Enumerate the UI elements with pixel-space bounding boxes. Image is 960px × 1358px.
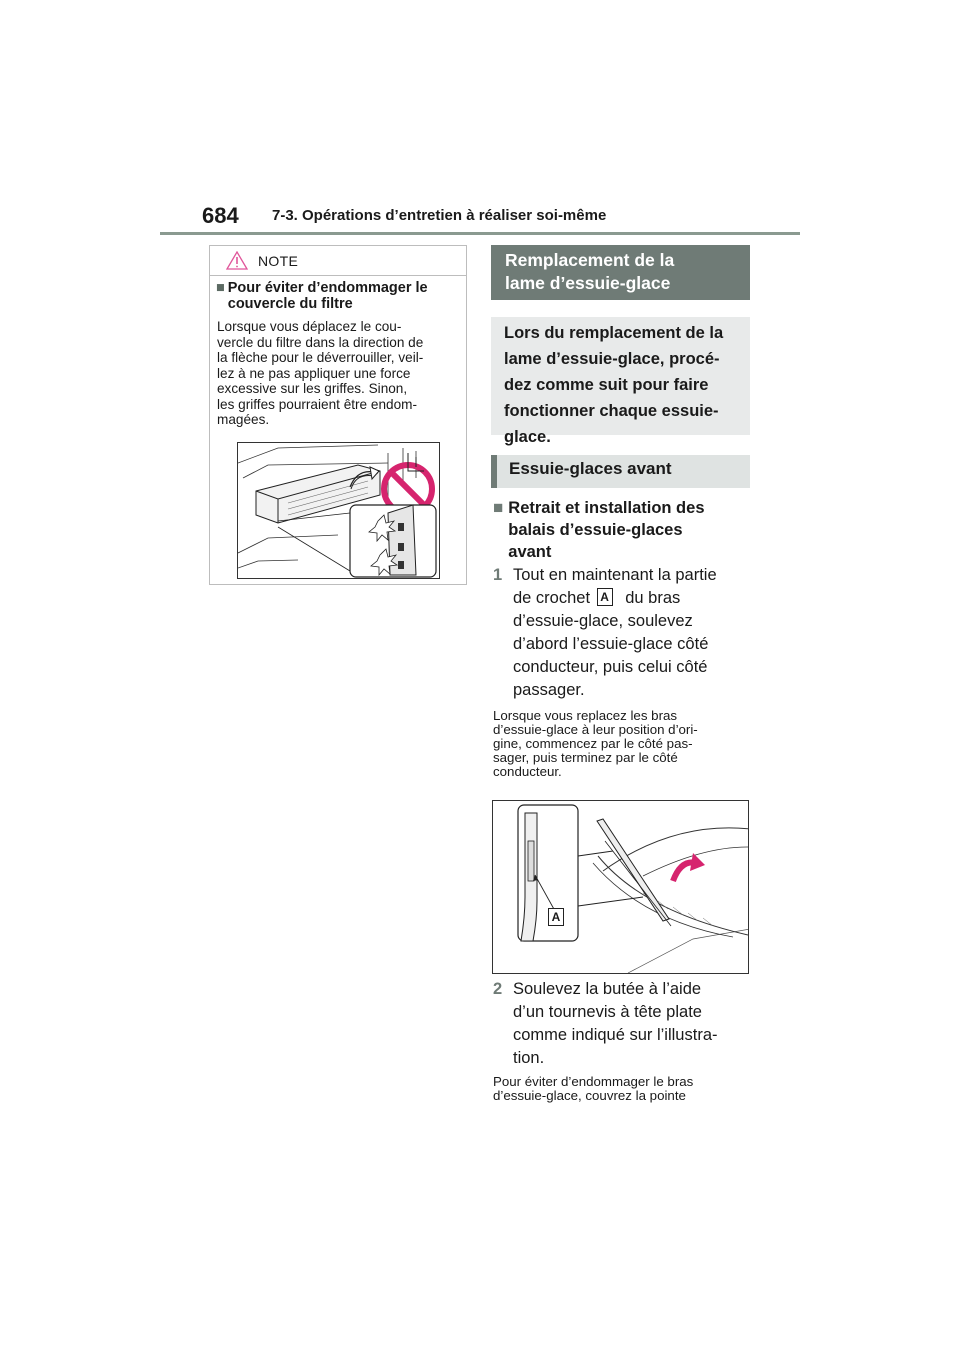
- callout-a-figure: A: [548, 908, 564, 926]
- step-line-part: du bras: [625, 589, 681, 607]
- intro-line: dez comme suit pour faire: [504, 376, 709, 394]
- note-line: gine, commencez par le côté pas-: [493, 736, 693, 751]
- procedure-heading-marker: ■: [493, 498, 504, 517]
- header-rule: [160, 232, 800, 235]
- note-line: Lorsque vous déplacez le cou-: [217, 319, 402, 334]
- wiper-arm-illustration: [492, 800, 749, 974]
- step-text: [513, 978, 747, 1070]
- step-2-note: [493, 1075, 751, 1103]
- intro-line: fonctionner chaque essuie-: [504, 402, 719, 420]
- note-heading-text: Pour éviter d’endommager le couvercle du filtre: [227, 280, 428, 312]
- step-line: d’essuie-glace, soulevez: [513, 612, 693, 630]
- procedure-heading: [493, 497, 748, 563]
- step-1: [493, 564, 750, 702]
- step-line: conducteur, puis celui côté: [513, 658, 708, 676]
- note-line: d’essuie-glace à leur position d’ori-: [493, 722, 698, 737]
- note-body: [217, 319, 465, 428]
- section-heading-line: lame d’essuie-glace: [505, 273, 671, 293]
- intro-line: glace.: [504, 428, 551, 446]
- step-line: d’un tournevis à tête plate: [513, 1003, 702, 1021]
- step-line: passager.: [513, 681, 585, 699]
- note-line: lez à ne pas appliquer une force: [217, 365, 411, 381]
- note-line: excessive sur les griffes. Sinon,: [217, 381, 408, 396]
- note-heading: [216, 280, 462, 312]
- section-heading-line: Remplacement de la: [505, 250, 675, 270]
- filter-cover-illustration: [237, 442, 440, 579]
- section-heading: [491, 245, 750, 300]
- intro-box: [491, 317, 750, 446]
- note-label: NOTE: [258, 253, 299, 269]
- subsection-heading: [491, 455, 750, 488]
- note-line: la flèche pour le déverrouiller, veil-: [217, 350, 424, 365]
- intro-line: Lors du remplacement de la: [504, 324, 724, 342]
- note-line: les griffes pourraient être endom-: [217, 396, 417, 412]
- step-1-note: [493, 709, 751, 779]
- step-line: d’abord l’essuie-glace côté: [513, 635, 709, 653]
- step-line: Soulevez la butée à l’aide: [513, 980, 702, 998]
- step-line: Tout en maintenant la partie: [513, 566, 717, 584]
- intro-line: lame d’essuie-glace, procé-: [504, 350, 720, 368]
- procedure-heading-line: avant: [508, 543, 552, 561]
- procedure-heading-text: [508, 497, 704, 563]
- note-line: d’essuie-glace, couvrez la pointe: [493, 1088, 686, 1103]
- note-line: conducteur.: [493, 764, 562, 779]
- page-number: 684: [202, 203, 239, 228]
- step-line: tion.: [513, 1049, 545, 1067]
- step-number: 1: [493, 566, 503, 584]
- note-line: magées.: [217, 412, 270, 427]
- step-line: comme indiqué sur l’illustra-: [513, 1026, 718, 1044]
- note-line: Lorsque vous replacez les bras: [493, 708, 678, 723]
- section-title: 7-3. Opérations d’entretien à réaliser soi-même: [272, 207, 607, 224]
- procedure-heading-line: Retrait et installation des: [508, 499, 705, 517]
- procedure-heading-line: balais d’essuie-glaces: [508, 521, 683, 539]
- subsection-heading-text: Essuie-glaces avant: [509, 459, 672, 478]
- step-2: [493, 978, 750, 1070]
- note-heading-marker: ■: [216, 280, 225, 296]
- step-line-part: de crochet: [513, 589, 591, 607]
- callout-a: A: [597, 588, 613, 606]
- warning-triangle-icon: [226, 251, 248, 275]
- step-number: 2: [493, 980, 503, 998]
- note-line: vercle du filtre dans la direction de: [217, 334, 424, 350]
- step-text: [513, 564, 747, 702]
- note-line: Pour éviter d’endommager le bras: [493, 1074, 694, 1089]
- note-box: [209, 245, 467, 585]
- step-line: [513, 587, 747, 610]
- note-line: sager, puis terminez par le côté: [493, 750, 678, 765]
- note-header: [210, 246, 466, 276]
